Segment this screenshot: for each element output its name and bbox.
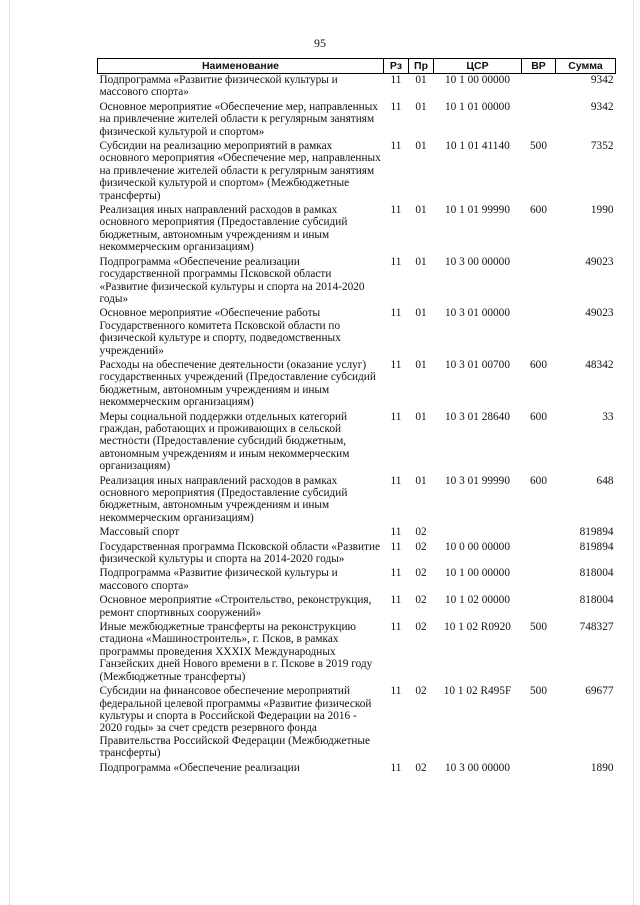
cell-pr: 02 [415, 526, 427, 539]
cell-rz: 11 [390, 594, 402, 607]
cell-vr [522, 307, 556, 359]
table-row [98, 685, 616, 761]
cell-vr [522, 101, 556, 140]
cell-sum: 818004 [579, 594, 614, 607]
cell-vr: 600 [530, 358, 547, 371]
table-row [98, 541, 616, 568]
cell-pr: 02 [415, 621, 427, 634]
header-csr: ЦСР [434, 59, 522, 74]
cell-sum: 1990 [590, 204, 614, 217]
cell-pr: 01 [415, 307, 427, 320]
cell-vr: 600 [530, 204, 547, 217]
scan-edge-left [9, 0, 10, 905]
cell-rz: 11 [390, 74, 402, 86]
cell-vr [522, 74, 556, 101]
page-number: 95 [314, 36, 326, 50]
cell-csr: 10 3 01 99990 [445, 474, 510, 487]
cell-rz: 11 [390, 540, 402, 553]
cell-sum: 69677 [585, 685, 614, 698]
cell-sum: 49023 [585, 255, 614, 268]
table-row [98, 594, 616, 621]
cell-pr: 01 [415, 410, 427, 423]
cell-sum: 49023 [585, 307, 614, 320]
cell-name: Массовый спорт [99, 526, 180, 539]
cell-pr: 01 [415, 74, 427, 86]
cell-rz: 11 [390, 358, 402, 371]
cell-pr: 01 [415, 204, 427, 217]
cell-pr: 02 [415, 761, 427, 774]
table-header [98, 59, 616, 74]
table-body [98, 74, 616, 776]
cell-csr [434, 526, 522, 540]
cell-name: Субсидии на реализацию мероприятий в рамках основного мероприятия «Обеспечение мер, направленных на привлечение жителей области к регулярным занятиям физической культурой и спортом» (Межбюджетные трансферты) [99, 140, 381, 202]
cell-csr: 10 1 02 R0920 [444, 621, 511, 634]
cell-sum: 33 [602, 410, 614, 423]
cell-pr: 02 [415, 540, 427, 553]
table-row [98, 526, 616, 540]
cell-pr: 01 [415, 358, 427, 371]
header-sum: Сумма [556, 59, 616, 74]
cell-vr [522, 594, 556, 621]
cell-csr: 10 1 00 00000 [445, 567, 510, 580]
cell-csr: 10 1 00 00000 [445, 74, 510, 86]
cell-rz: 11 [390, 621, 402, 634]
budget-table [97, 58, 616, 776]
cell-vr [522, 526, 556, 540]
table-row [98, 74, 616, 101]
cell-name: Подпрограмма «Развитие физической культуры и массового спорта» [99, 567, 338, 592]
cell-sum: 819894 [579, 526, 614, 539]
cell-name: Реализация иных направлений расходов в рамках основного мероприятия (Предоставление субсидий бюджетным, автономным учреждениям и иным некоммерческим организациям) [99, 204, 348, 254]
cell-csr: 10 0 00 00000 [445, 540, 510, 553]
cell-name: Подпрограмма «Обеспечение реализации государственной программы Псковской области «Развитие физической культуры и спорта на 2014-2020 годы» [99, 255, 365, 305]
cell-csr: 10 3 00 00000 [445, 761, 510, 774]
table-row [98, 101, 616, 140]
table-row [98, 140, 616, 204]
cell-csr: 10 3 01 00700 [445, 358, 510, 371]
cell-name: Субсидии на финансовое обеспечение мероприятий федеральной целевой программы «Развитие физической культуры и спорта в Российской Федерации на 2016 - 2020 годы» за счет средств резервного фонда Правительства Российской Федерации (Межбюджетные трансферты) [99, 685, 372, 760]
cell-vr [522, 567, 556, 594]
cell-name: Государственная программа Псковской области «Развитие физической культуры и спорта на 2014-2020 годы» [99, 540, 381, 566]
header-pr: Пр [409, 59, 434, 74]
cell-pr: 01 [415, 474, 427, 487]
cell-pr: 01 [415, 255, 427, 268]
cell-name: Меры социальной поддержки отдельных категорий граждан, работающих и проживающих в сельской местности (Предоставление субсидий бюджетным, автономным учреждениям и иным некоммерческим организациям) [99, 410, 350, 473]
cell-vr [522, 256, 556, 308]
cell-rz: 11 [390, 307, 402, 320]
table-row [98, 307, 616, 359]
cell-vr: 500 [530, 140, 547, 153]
table-row [98, 411, 616, 475]
cell-csr: 10 1 02 00000 [445, 594, 510, 607]
table-row [98, 621, 616, 685]
cell-name: Подпрограмма «Развитие физической культуры и массового спорта» [99, 74, 338, 99]
cell-vr: 500 [530, 621, 547, 634]
cell-csr: 10 3 01 00000 [445, 307, 510, 320]
cell-rz: 11 [390, 204, 402, 217]
cell-rz: 11 [390, 567, 402, 580]
cell-name: Расходы на обеспечение деятельности (оказание услуг) государственных учреждений (Предоставление субсидий бюджетным, автономным учреждениям и иным некоммерческим организациям) [99, 358, 376, 409]
cell-name: Иные межбюджетные трансферты на реконструкцию стадиона «Машиностроитель», г. Псков, в рамках программы проведения XXXIX Международных Ганзейских дней Нового времени в г. Пскове в 2019 году (Межбюджетные трансферты) [99, 621, 373, 683]
cell-name: Основное мероприятие «Обеспечение работы Государственного комитета Псковской области по физической культуре и спорту, подведомственных учреждений» [99, 307, 341, 357]
cell-sum: 748327 [579, 621, 614, 634]
table-row [98, 204, 616, 256]
cell-rz: 11 [390, 685, 402, 698]
cell-sum: 9342 [590, 100, 614, 113]
cell-sum: 7352 [590, 140, 614, 153]
cell-sum: 1890 [590, 761, 614, 774]
cell-rz: 11 [390, 526, 402, 539]
cell-csr: 10 1 02 R495F [443, 685, 512, 698]
cell-vr [522, 541, 556, 568]
cell-rz: 11 [390, 474, 402, 487]
table-row [98, 256, 616, 308]
cell-rz: 11 [390, 761, 402, 774]
cell-name: Основное мероприятие «Обеспечение мер, направленных на привлечение жителей области к регулярным занятиям физической культурой и спортом» [99, 100, 378, 138]
cell-name: Основное мероприятие «Строительство, реконструкция, ремонт спортивных сооружений» [99, 594, 372, 619]
cell-pr: 02 [415, 685, 427, 698]
table-row [98, 359, 616, 411]
cell-vr: 600 [530, 410, 547, 423]
cell-sum: 648 [596, 474, 614, 487]
cell-pr: 01 [415, 100, 427, 113]
cell-rz: 11 [390, 140, 402, 153]
cell-vr: 500 [530, 685, 547, 698]
header-vr: ВР [522, 59, 556, 74]
cell-rz: 11 [390, 100, 402, 113]
cell-pr: 02 [415, 594, 427, 607]
cell-pr: 01 [415, 140, 427, 153]
cell-csr: 10 3 00 00000 [445, 255, 510, 268]
table-row [98, 567, 616, 594]
cell-sum: 819894 [579, 540, 614, 553]
cell-csr: 10 1 01 41140 [445, 140, 510, 153]
cell-name: Подпрограмма «Обеспечение реализации [99, 761, 300, 774]
cell-vr: 600 [530, 474, 547, 487]
cell-sum: 48342 [585, 358, 614, 371]
header-name: Наименование [98, 59, 384, 74]
cell-sum: 818004 [579, 567, 614, 580]
cell-rz: 11 [390, 255, 402, 268]
table-row [98, 762, 616, 776]
cell-sum: 9342 [590, 74, 614, 86]
cell-csr: 10 1 01 00000 [445, 100, 510, 113]
cell-rz: 11 [390, 410, 402, 423]
cell-pr: 02 [415, 567, 427, 580]
cell-name: Реализация иных направлений расходов в рамках основного мероприятия (Предоставление субсидий бюджетным, автономным учреждениям и иным некоммерческим организациям) [99, 474, 348, 524]
cell-vr [522, 762, 556, 776]
cell-csr: 10 1 01 99990 [445, 204, 510, 217]
scan-edge-right [633, 0, 634, 905]
table-row [98, 475, 616, 527]
cell-csr: 10 3 01 28640 [445, 410, 510, 423]
header-rz: Рз [384, 59, 409, 74]
